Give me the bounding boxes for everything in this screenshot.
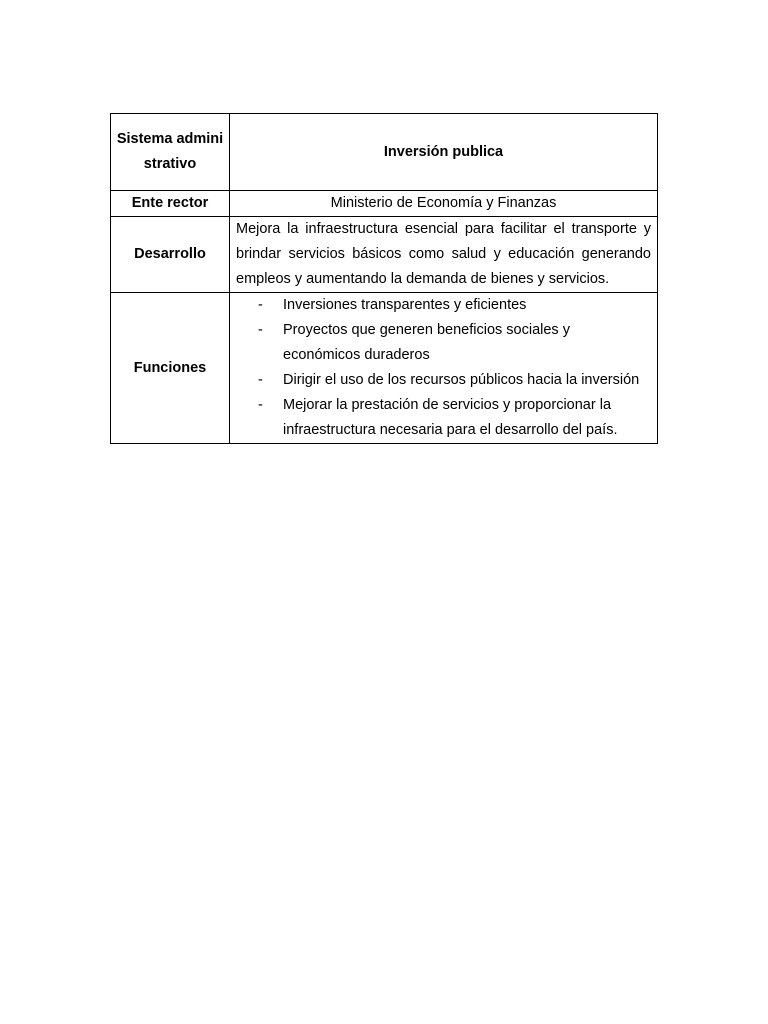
header-label: Sistema administrativo [116,131,224,172]
ente-rector-value: Ministerio de Economía y Finanzas [330,195,557,211]
header-title-cell [230,114,658,191]
dash-bullet: - [258,297,263,313]
ente-rector-value-cell [230,191,658,217]
list-item-text: Dirigir el uso de los recursos públicos hacia la inversión [283,372,640,388]
list-item-text: Mejorar la prestación de servicios y proporcionar la infraestructura necesaria para el desarrollo del país. [283,397,618,438]
table-row-desarrollo [111,217,658,293]
funciones-label: Funciones [133,359,207,376]
list-item [236,293,651,318]
desarrollo-label-cell [111,217,230,293]
list-item [236,368,651,393]
list-item [236,393,651,443]
desarrollo-label: Desarrollo [134,246,206,262]
header-label-cell [111,114,230,191]
header-title: Inversión publica [383,143,504,160]
funciones-label-cell [111,293,230,444]
dash-bullet: - [258,372,263,388]
dash-bullet: - [258,397,263,413]
list-item [236,318,651,368]
funciones-list [236,293,651,443]
desarrollo-value: Mejora la infraestructura esencial para facilitar el transporte y brindar servicios básicos como salud y educación generando empleos y aumentando la demanda de bienes y servicios. [236,221,651,287]
ente-rector-label-cell [111,191,230,217]
funciones-value-cell [230,293,658,444]
header-row [111,114,658,191]
ente-rector-label: Ente rector [131,195,209,211]
list-item-text: Proyectos que generen beneficios sociales y económicos duraderos [283,322,570,363]
info-table [110,113,658,444]
table-row-funciones [111,293,658,444]
dash-bullet: - [258,322,263,338]
table-row-ente-rector [111,191,658,217]
list-item-text: Inversiones transparentes y eficientes [283,297,527,313]
desarrollo-value-cell [230,217,658,293]
